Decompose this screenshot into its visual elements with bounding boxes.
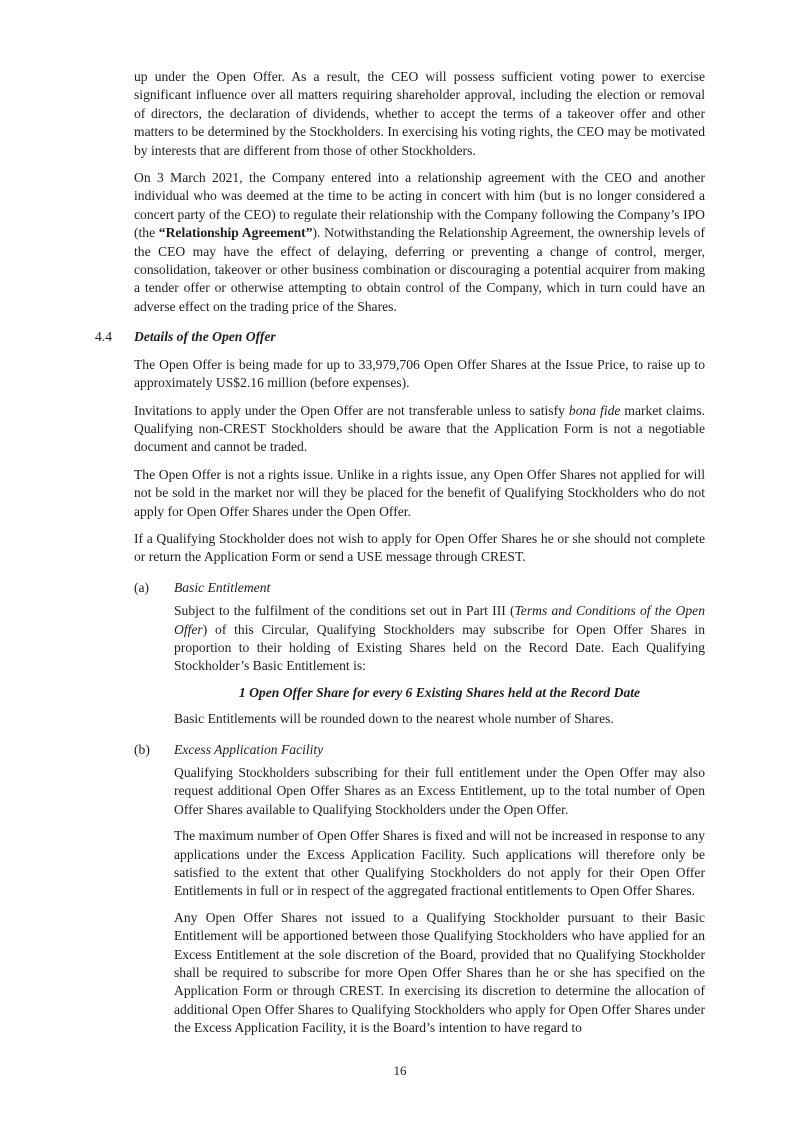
paragraph-section-4: If a Qualifying Stockholder does not wish to apply for Open Offer Shares he or she should not complete or return the Application Form or send a USE message through CREST. [134, 530, 705, 565]
paragraph-a-1: Subject to the fulfilment of the conditions set out in Part III (Terms and Conditions of the Open Offer) of this Circular, Qualifying Stockholders may subscribe for Open Offer Shares in proportion to their holding of Existing Shares held on the Record Date. Each Qualifying Stockholder’s Basic Entitlement is: [174, 603, 705, 674]
paragraph-intro-1: up under the Open Offer. As a result, the CEO will possess sufficient voting power to exercise significant influence over all matters requiring shareholder approval, including the election or removal of directors, the declaration of dividends, whether to accept the terms of a takeover offer and other matters to be determined by the Stockholders. In exercising his voting rights, the CEO may be motivated by interests that are different from those of other Stockholders. [134, 69, 705, 158]
basic-entitlement-formula: 1 Open Offer Share for every 6 Existing Shares held at the Record Date [238, 684, 641, 700]
subitem-b-title: Excess Application Facility [174, 741, 324, 757]
paragraph-b-2: The maximum number of Open Offer Shares is fixed and will not be increased in response to any applications under the Excess Application Facility. Such applications will therefore only be satisfied to the extent that other Qualifying Stockholders do not apply for their Open Offer Entitlements in full or in respect of the aggregated fractional entitlements to Open Offer Shares. [174, 828, 705, 899]
text-block [95, 68, 706, 1046]
paragraph-b-3: Any Open Offer Shares not issued to a Qualifying Stockholder pursuant to their Basic Entitlement will be apportioned between those Qualifying Stockholders who have applied for an Excess Entitlement at the sole discretion of the Board, provided that no Qualifying Stockholder shall be required to subscribe for more Open Offer Shares than he or she has specified on the Application Form or through CREST. In exercising its discretion to determine the allocation of additional Open Offer Shares to Qualifying Stockholders who apply for Open Offer Shares under the Excess Application Facility, it is the Board’s intention to have regard to [174, 909, 705, 1036]
subitem-a-heading [134, 579, 705, 597]
paragraph-section-1: The Open Offer is being made for up to 33,979,706 Open Offer Shares at the Issue Price, to raise up to approximately US$2.16 million (before expenses). [134, 356, 705, 391]
section-number: 4.4 [95, 329, 112, 345]
section-title: Details of the Open Offer [134, 329, 276, 345]
paragraph-section-3: The Open Offer is not a rights issue. Unlike in a rights issue, any Open Offer Shares not applied for will not be sold in the market nor will they be placed for the benefit of Qualifying Stockholders who do not apply for Open Offer Shares under the Open Offer. [134, 466, 705, 519]
subitem-a-label: (a) [134, 579, 150, 595]
paragraph-a-2: Basic Entitlements will be rounded down to the nearest whole number of Shares. [174, 711, 614, 727]
subitem-b-label: (b) [134, 741, 150, 757]
subitem-a-title: Basic Entitlement [174, 579, 271, 595]
paragraph-intro-2: On 3 March 2021, the Company entered into a relationship agreement with the CEO and another individual who was deemed at the time to be acting in concert with him (but is no longer considered a concert party of the CEO) to regulate their relationship with the Company following the Company’s IPO (the “Relationship Agreement”). Notwithstanding the Relationship Agreement, the ownership levels of the CEO may have the effect of delaying, deferring or preventing a change of control, merger, consolidation, takeover or other business combination or discouraging a potential acquirer from making a tender offer or otherwise attempting to obtain control of the Company, which in turn could have an adverse effect on the trading price of the Shares. [134, 170, 705, 314]
section-heading [95, 328, 705, 346]
subitem-b-heading [134, 741, 705, 759]
paragraph-b-1: Qualifying Stockholders subscribing for their full entitlement under the Open Offer may also request additional Open Offer Shares as an Excess Entitlement, up to the total number of Open Offer Shares available to Qualifying Stockholders under the Open Offer. [174, 765, 705, 817]
page-number: 16 [393, 1063, 407, 1078]
paragraph-section-2: Invitations to apply under the Open Offer are not transferable unless to satisfy bona fide market claims. Qualifying non-CREST Stockholders should be aware that the Application Form is not a negotiable document and cannot be traded. [134, 402, 706, 455]
